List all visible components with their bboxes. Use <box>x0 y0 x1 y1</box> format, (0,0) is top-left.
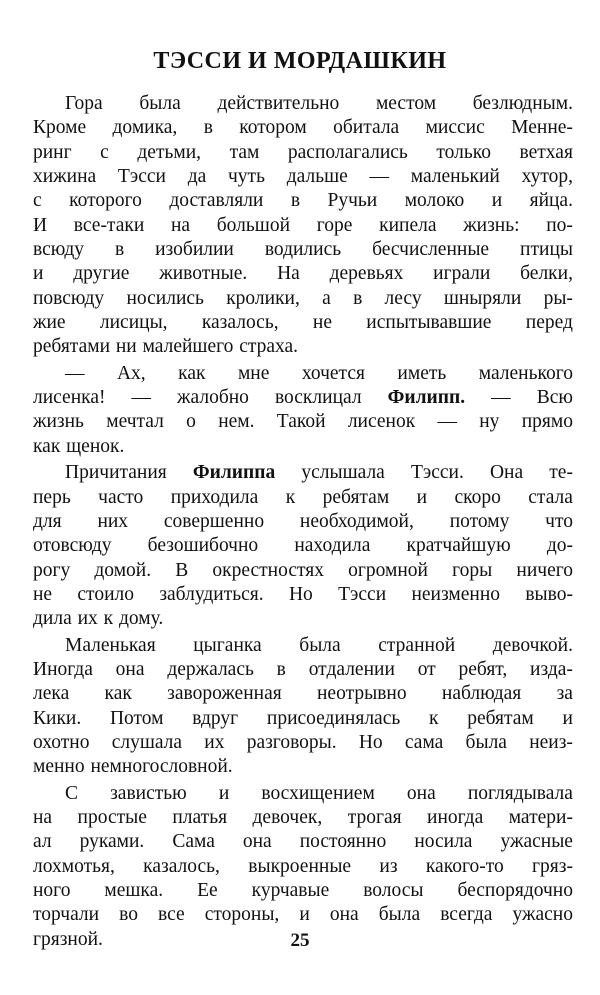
text-line: всюду в изобилии водились бесчисленные птицы <box>33 239 573 261</box>
text-line: рогу домой. В окрестностях огромной горы ничего <box>33 559 573 581</box>
text-line: С завистью и восхищением она поглядывала <box>65 782 573 804</box>
page-number: 25 <box>290 930 310 951</box>
text-line: И все-таки на большой горе кипела жизнь: по- <box>33 214 573 236</box>
text-line: — Ах, как мне хочется иметь маленького <box>65 362 573 384</box>
text-line: для них совершенно необходимой, потому что <box>33 510 573 532</box>
paragraph <box>33 362 573 459</box>
text-line: не стоило заблудиться. Но Тэсси неизменно выво- <box>33 583 573 605</box>
paragraph <box>33 461 573 631</box>
text-line: лека как завороженная неотрывно наблюдая за <box>33 683 573 705</box>
text-line: с которого доставляли в Ручьи молоко и яйца. <box>33 190 573 212</box>
text-line: повсюду носились кролики, а в лесу шныряли ры- <box>33 287 573 309</box>
text-line: на простые платья девочек, трогая иногда матери- <box>33 806 573 828</box>
paragraph <box>33 634 573 780</box>
text-line: лохмотья, казалось, выкроенные из какого-то гряз- <box>33 855 573 877</box>
text-line: отовсюду безошибочно находила кратчайшую до- <box>33 535 573 557</box>
text-line: лисенка! — жалобно восклицал Филипп. — Всю <box>33 387 573 409</box>
text-line: ребятами ни малейшего страха. <box>33 336 299 358</box>
text-line: перь часто приходила к ребятам и скоро стала <box>33 486 573 508</box>
paragraph <box>33 92 573 360</box>
text-line: Кроме домика, в котором обитала миссис Менне- <box>33 117 573 139</box>
text-line: ал руками. Сама она постоянно носила ужасные <box>33 831 573 853</box>
text-line: хижина Тэсси да чуть дальше — маленький хутор, <box>33 166 573 188</box>
text-line: Гора была действительно местом безлюдным. <box>65 93 573 114</box>
text-line: Кики. Потом вдруг присоединялась к ребятам и <box>33 707 573 729</box>
text-line: жие лисицы, казалось, не испытывавшие перед <box>33 312 573 334</box>
body-text <box>33 92 573 952</box>
text-line: как щенок. <box>33 435 125 457</box>
text-line: ринг с детьми, там располагались только ветхая <box>33 141 573 163</box>
text-line: менно немногословной. <box>33 756 233 778</box>
text-line: и другие животные. На деревьях играли белки, <box>33 263 573 285</box>
text-line: ного мешка. Ее курчавые волосы беспорядочно <box>33 880 573 901</box>
text-line: жизнь мечтал о нем. Такой лисенок — ну прямо <box>33 411 573 433</box>
text-line: грязной. <box>33 928 103 950</box>
paragraph <box>33 782 573 952</box>
text-line: Иногда она держалась в отдалении от ребят, изда- <box>33 658 573 680</box>
text-line: торчали во все стороны, и она была всегда ужасно <box>33 904 573 926</box>
text-line: охотно слушала их разговоры. Но сама была неиз- <box>33 731 573 753</box>
text-line: Маленькая цыганка была странной девочкой. <box>65 634 573 656</box>
text-line: дила их к дому. <box>33 608 164 630</box>
text-line: Причитания Филиппа услышала Тэсси. Она те- <box>65 462 573 484</box>
chapter-title: ТЭССИ И МОРДАШКИН <box>153 48 447 74</box>
